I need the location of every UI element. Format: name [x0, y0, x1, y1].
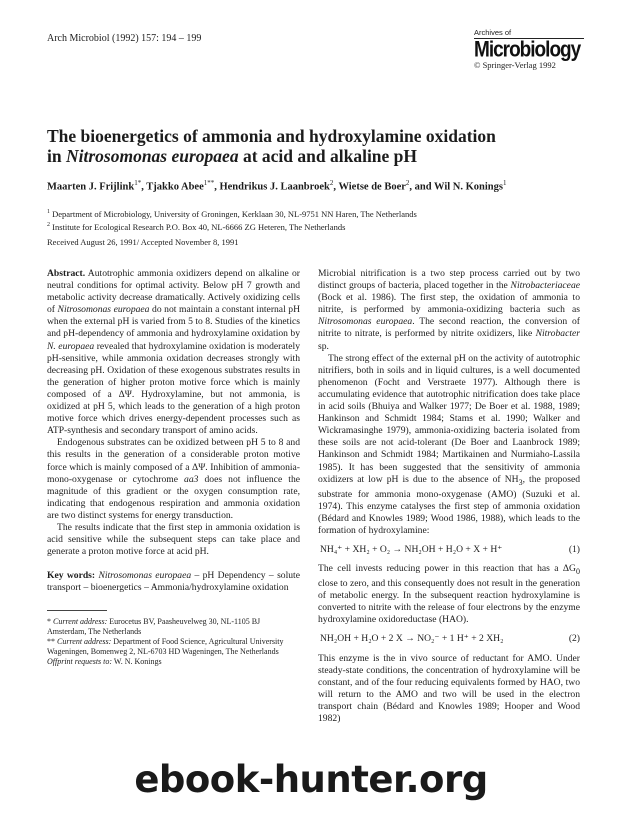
- author-sup: 2: [405, 179, 410, 187]
- text-run: Nitrosomonas europaea: [318, 316, 413, 328]
- author-sup: 1*: [134, 179, 142, 187]
- affiliation-text: Institute for Ecological Research P.O. Box 40, NL-6666 ZG Heteren, The Netherlands: [50, 221, 346, 232]
- author-sep: , and: [409, 181, 435, 193]
- author: Wietse de Boer: [338, 181, 406, 193]
- received-dates: Received August 26, 1991/ Accepted November 8, 1991: [47, 237, 239, 247]
- footnote-mark: *: [47, 617, 53, 627]
- body-paragraph: This enzyme is the in vivo source of reductant for AMO. Under steady-state conditions, the concentration of hydroxylamine will be constant, and of the four reducing equivalents formed by HAO, two will return to the AMO and two will be used in the electron transport chain (Bédard and Knowles 1989; Hooper and Wood 1982): [318, 652, 580, 724]
- text-run: aa3: [184, 473, 199, 485]
- equation-2: [320, 633, 580, 645]
- author-sep: ,: [214, 181, 220, 193]
- text-run: Nitrobacter: [535, 328, 580, 340]
- journal-reference: Arch Microbiol (1992) 157: 194 – 199: [47, 33, 202, 44]
- left-column: [47, 268, 300, 667]
- keywords: [47, 570, 300, 594]
- text-run: do not maintain a constant internal pH when the external pH is varied from 5 to 8. Studies of the kinetics and pH-dependency of ammonia and hydroxylamine oxidation by: [47, 304, 301, 340]
- logo-archives-of: Archives of: [474, 28, 512, 37]
- text-run: N. europaea: [47, 340, 95, 352]
- logo-microbiology: Microbiology: [474, 37, 581, 62]
- text-run: , the proposed substrate for ammonia mono-oxygenase (AMO) (Suzuki et al. 1974). This enzyme catalyses the first step of ammonia oxidation (Bédard and Knowles 1989; Wood 1986, 1988), which leads to the formation of hydroxylamine:: [318, 473, 580, 536]
- affiliations: [47, 207, 587, 233]
- footnote-label: Offprint requests to:: [47, 657, 113, 667]
- author-sep: ,: [141, 181, 147, 193]
- journal-logo: [474, 28, 584, 71]
- affiliation-num: 1: [47, 209, 50, 215]
- title-prefix: in: [47, 146, 66, 166]
- affiliation-text: Department of Microbiology, University of Groningen, Kerklaan 30, NL-9751 NN Haren, The Netherlands: [50, 208, 417, 219]
- keywords-label: Key words:: [47, 570, 96, 582]
- author: Hendrikus J. Laanbroek: [219, 181, 330, 193]
- equation-number: (2): [568, 633, 580, 645]
- abstract-paragraph: [47, 437, 300, 522]
- title-line-1: The bioenergetics of ammonia and hydroxylamine oxidation: [47, 126, 496, 146]
- footnote-mark: **: [47, 637, 57, 647]
- text-run: Nitrosomonas europaea: [95, 570, 192, 582]
- text-run: does not influence the magnitude of this gradient or the oxygen consumption rate, indicating that endogenous respiration and ammonia oxidation are two distinct systems for energy transduction.: [47, 473, 300, 521]
- author: Maarten J. Frijlink: [47, 181, 135, 193]
- title-organism: Nitrosomonas europaea: [65, 146, 239, 166]
- subscript: 3: [518, 477, 523, 487]
- text-run: Nitrobacteriaceae: [510, 280, 580, 292]
- affiliation: [47, 207, 587, 220]
- text-run: revealed that hydroxylamine oxidation is moderately pH-sensitive, while ammonia oxidation decreases strongly with decreasing pH. Oxidation of these exogenous substrates results in the generation of higher proton motive force which is mainly composed of a ΔΨ. Hydroxylamine, but not ammonia, is oxidized at pH 5, which leads to the generation of a high proton motive force which drives energy-dependent processes such as ATP-synthesis and secondary transport of amino acids.: [47, 340, 300, 437]
- footnote-text: Department of Food Science, Agricultural University Wageningen, Bomenweg 2, NL-6703 HD Wageningen, The Netherlands: [47, 637, 284, 657]
- footnote-label: Current address:: [57, 637, 112, 647]
- body-paragraph: [318, 353, 580, 537]
- body-paragraph: [318, 563, 580, 626]
- text-run: Autotrophic ammonia oxidizers depend on alkaline or neutral conditions for optimal activity. Below pH 7 growth and metabolic activity decrease dramatically. Actively oxidizing cells of: [47, 268, 300, 316]
- author-list: [47, 179, 607, 193]
- equation-body: NH₄⁺ + XH₂ + O₂ → NH₂OH + H₂O + X + H⁺: [320, 543, 503, 555]
- affiliation-num: 2: [47, 221, 50, 228]
- text-run: – pH Dependency – solute transport – bioenergetics – Ammonia/hydroxylamine oxidation: [47, 570, 300, 594]
- author-sep: ,: [333, 181, 339, 193]
- footnote-divider: [47, 610, 107, 611]
- spacer: [47, 558, 300, 570]
- watermark: ebook-hunter.org: [134, 758, 488, 801]
- title-line-2: [47, 146, 587, 166]
- text-run: Microbial nitrification is a two step process carried out by two distinct groups of bacteria, placed together in the: [318, 268, 580, 292]
- footnote: [47, 617, 300, 637]
- text-run: The strong effect of the external pH on the activity of autotrophic nitrifiers, both in soils and in liquid cultures, is a well documented phenomenon (Focht and Verstraete 1977). Although there is accumulating evidence that autotrophic nitrification does take place in acid soils (Bhuiya and Walker 1977; De Boer et al. 1988, 1989; Hankinson and Schmidt 1984; Stams et al. 1990; Walker and Wickramasinghe 1979), ammonia-oxidizing bacteria isolated from these soils are not acid-tolerant (De Boer and Laanbrock 1989; Hankinson and Schmidt 1984; Martikainen and Nurmiaho-Lassila 1985). It has been suggested that the sensitivity of ammonia oxidizers at low pH is due to the absence of NH: [318, 352, 580, 485]
- paper-title: [47, 126, 587, 166]
- text-run: Nitrosomonas europaea: [57, 304, 150, 316]
- footnote: [47, 657, 300, 667]
- subscript: 0: [576, 566, 580, 576]
- author-sup: 2: [329, 179, 334, 187]
- equation-body: NH₂OH + H₂O + 2 X → NO₂⁻ + 1 H⁺ + 2 XH₂: [320, 633, 504, 645]
- text-run: (Bock et al. 1986). The first step, the oxidation of ammonia to nitrite, is performed by ammonia-oxidizing bacteria such as: [318, 292, 580, 316]
- equation-1: [320, 544, 580, 556]
- text-run: . The second reaction, the conversion of nitrite to nitrate, is performed by nitrite oxidizers, like: [318, 316, 580, 340]
- equation-number: (1): [568, 543, 580, 555]
- right-column: [318, 268, 580, 725]
- text-run: The cell invests reducing power in this reaction that has a ΔG: [318, 563, 576, 575]
- text-run: close to zero, and this consequently does not result in the generation of metabolic energy. In the subsequent reaction hydroxylamine is converted to nitrite with the release of four electrons by the enzyme hydroxylamine oxidoreductase (HAO).: [318, 578, 580, 626]
- footnote-text: W. N. Konings: [112, 657, 162, 667]
- logo-copyright: © Springer-Verlag 1992: [474, 60, 556, 70]
- footnote: [47, 637, 300, 657]
- body-paragraph: [318, 268, 580, 353]
- title-suffix: at acid and alkaline pH: [238, 146, 418, 166]
- footnote-text: Eurocetus BV, Paasheuvelweg 30, NL-1105 BJ Amsterdam, The Netherlands: [47, 617, 261, 637]
- author-sup: 1: [502, 179, 507, 187]
- abstract-paragraph: [47, 268, 300, 437]
- abstract-paragraph: The results indicate that the first step in ammonia oxidation is acid sensitive while the subsequent steps can take place and generate a proton motive force at acid pH.: [47, 521, 300, 558]
- affiliation: [47, 220, 587, 233]
- author: Wil N. Konings: [434, 181, 503, 193]
- abstract-label: Abstract.: [47, 268, 86, 279]
- author: Tjakko Abee: [146, 181, 204, 193]
- footnote-label: Current address:: [53, 617, 108, 627]
- author-sup: 1**: [203, 179, 215, 187]
- text-run: Endogenous substrates can be oxidized between pH 5 to 8 and this results in the generation of a considerable proton motive force which is mainly composed of a ΔΨ. Inhibition of ammonia-mono-oxygenase or cytochrome: [47, 437, 300, 485]
- text-run: sp.: [318, 340, 329, 352]
